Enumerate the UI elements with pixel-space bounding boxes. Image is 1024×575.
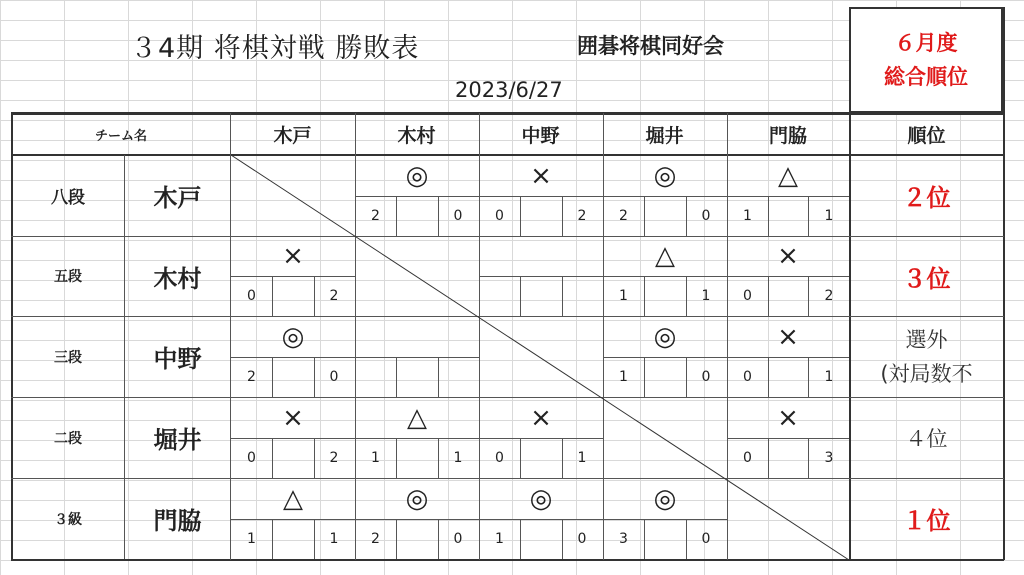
score-wins: 0 bbox=[495, 208, 504, 224]
score-wins: 0 bbox=[743, 369, 752, 385]
score-wins: 0 bbox=[743, 450, 752, 466]
result-mark: ◎ bbox=[653, 483, 677, 514]
score-losses: 0 bbox=[701, 531, 711, 547]
score-wins: 1 bbox=[247, 531, 256, 547]
team-name: 木戸 bbox=[153, 184, 202, 212]
column-header: 門脇 bbox=[768, 124, 807, 147]
sheet-title: ３4期 将棋対戦 勝敗表 bbox=[130, 33, 420, 64]
column-header: 中野 bbox=[521, 124, 560, 147]
score-wins: 1 bbox=[371, 450, 380, 466]
result-mark: ◎ bbox=[653, 321, 677, 352]
result-mark: × bbox=[530, 402, 552, 433]
score-wins bbox=[479, 276, 520, 316]
score-wins: 2 bbox=[619, 208, 628, 224]
result-mark: × bbox=[777, 321, 799, 352]
column-header: 木戸 bbox=[273, 124, 312, 147]
team-name: 堀井 bbox=[153, 426, 202, 454]
player-grade: 五段 bbox=[54, 269, 82, 285]
score-wins: 0 bbox=[247, 450, 256, 466]
sheet-date: 2023/6/27 bbox=[455, 78, 563, 102]
result-mark: ◎ bbox=[405, 483, 429, 514]
score-wins: 2 bbox=[371, 531, 380, 547]
rank-value: ２位 bbox=[902, 184, 951, 212]
score-wins: 2 bbox=[247, 369, 256, 385]
column-header: 堀井 bbox=[645, 124, 684, 147]
team-name-header: チーム名 bbox=[94, 128, 147, 144]
player-grade: 三段 bbox=[54, 349, 82, 366]
team-name: 門脇 bbox=[153, 507, 202, 535]
result-mark: × bbox=[530, 160, 552, 191]
rank-out-reason: (対局数不 bbox=[880, 361, 973, 386]
score-losses: 2 bbox=[824, 288, 834, 304]
result-mark: × bbox=[282, 241, 304, 271]
score-losses: 2 bbox=[329, 450, 339, 466]
score-losses: 0 bbox=[453, 208, 463, 224]
score-losses bbox=[561, 276, 603, 316]
score-wins: 3 bbox=[619, 531, 628, 547]
score-wins: 1 bbox=[743, 208, 752, 224]
score-losses: 0 bbox=[453, 531, 463, 547]
score-losses: 0 bbox=[701, 208, 711, 224]
score-losses: 0 bbox=[577, 531, 587, 547]
result-mark: ◎ bbox=[405, 160, 429, 191]
score-wins: 2 bbox=[371, 208, 380, 224]
score-wins: 0 bbox=[495, 450, 504, 466]
score-losses: 0 bbox=[701, 369, 711, 385]
rank-out-label: 選外 bbox=[905, 327, 948, 352]
month-label: ６月度 bbox=[894, 31, 958, 55]
result-mark: △ bbox=[283, 483, 303, 514]
score-losses: 1 bbox=[701, 288, 711, 304]
player-grade: 八段 bbox=[51, 188, 85, 208]
result-mark: ◎ bbox=[529, 483, 553, 514]
player-grade: 二段 bbox=[54, 430, 82, 447]
rank-value: ３位 bbox=[902, 264, 951, 293]
score-losses: 3 bbox=[824, 450, 834, 466]
score-wins: 1 bbox=[619, 288, 628, 304]
result-mark: × bbox=[777, 402, 799, 433]
score-wins: 0 bbox=[247, 288, 256, 304]
score-losses: 1 bbox=[577, 450, 587, 466]
score-wins: 1 bbox=[495, 531, 504, 547]
score-losses: 1 bbox=[329, 531, 339, 547]
result-mark bbox=[355, 316, 479, 357]
result-mark: × bbox=[282, 402, 304, 433]
score-losses: 0 bbox=[329, 369, 339, 385]
rank-value: ４位 bbox=[905, 426, 948, 451]
club-name: 囲碁将棋同好会 bbox=[577, 34, 724, 58]
result-mark: △ bbox=[655, 241, 675, 271]
score-losses bbox=[437, 357, 479, 397]
result-mark: △ bbox=[778, 160, 798, 191]
result-mark: × bbox=[777, 241, 799, 271]
score-losses: 1 bbox=[824, 369, 834, 385]
result-mark bbox=[479, 236, 603, 276]
score-wins bbox=[355, 357, 396, 397]
team-name: 中野 bbox=[153, 345, 202, 373]
column-header: 木村 bbox=[397, 124, 436, 147]
overall-ranking-label: 総合順位 bbox=[884, 65, 968, 89]
rank-value bbox=[850, 316, 1003, 397]
result-mark: △ bbox=[407, 402, 427, 433]
score-losses: 1 bbox=[824, 208, 834, 224]
rank-header: 順位 bbox=[907, 124, 946, 147]
player-grade: ３級 bbox=[54, 511, 82, 528]
score-losses: 2 bbox=[329, 288, 339, 304]
result-mark: ◎ bbox=[653, 160, 677, 191]
score-wins: 0 bbox=[743, 288, 752, 304]
score-wins: 1 bbox=[619, 369, 628, 385]
result-mark: ◎ bbox=[281, 321, 305, 352]
rank-value: １位 bbox=[902, 507, 951, 535]
score-losses: 2 bbox=[577, 208, 587, 224]
score-losses: 1 bbox=[453, 450, 463, 466]
team-name: 木村 bbox=[153, 264, 202, 293]
